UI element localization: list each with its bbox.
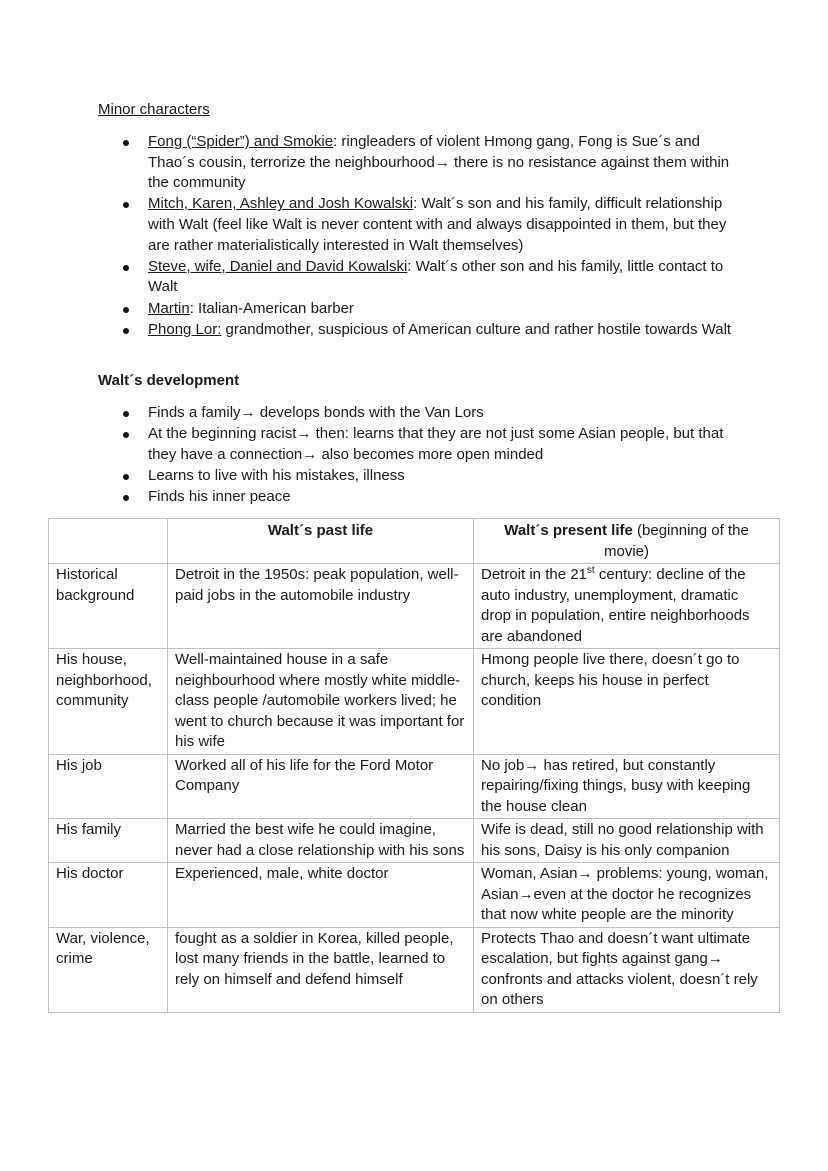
development-list <box>148 403 738 508</box>
character-name: Fong (“Spider”) and Smokie <box>148 133 334 150</box>
list-item: Mitch, Karen, Ashley and Josh Kowalski: Walt´s son and his family, difficult relationship with Walt (feel like Walt is never content with and always disappointed in them, but they are rather materialistically interested in Walt themselves) <box>148 194 738 256</box>
minor-characters-list <box>148 132 738 341</box>
list-item: Phong Lor: grandmother, suspicious of American culture and rather hostile towards Walt <box>148 320 738 341</box>
list-item: Learns to live with his mistakes, illness <box>148 466 738 487</box>
present-cell: Hmong people live there, doesn´t go to church, keeps his house in perfect condition <box>474 649 780 755</box>
list-item: Finds a family→ develops bonds with the Van Lors <box>148 403 738 424</box>
table-row <box>49 863 780 928</box>
row-label: His family <box>49 819 168 863</box>
arrow-icon: → <box>434 153 450 171</box>
list-item: Steve, wife, Daniel and David Kowalski: Walt´s other son and his family, little contact to Walt <box>148 257 738 298</box>
bullet-icon <box>123 328 129 334</box>
bullet-icon <box>123 140 129 146</box>
present-cell: No job→ has retired, but constantly repairing/fixing things, busy with keeping the house clean <box>474 754 780 819</box>
character-name: Phong Lor: <box>148 320 222 338</box>
row-label: His doctor <box>49 863 168 928</box>
past-cell: Detroit in the 1950s: peak population, well-paid jobs in the automobile industry <box>168 564 474 649</box>
bullet-icon <box>123 202 129 208</box>
past-cell: Well-maintained house in a safe neighbourhood where mostly white middle-class people /automobile workers lived; he went to church because it was important for his wife <box>168 649 474 755</box>
bullet-icon <box>123 411 129 417</box>
character-name: Steve, wife, Daniel and David Kowalski <box>148 257 408 275</box>
arrow-icon: → <box>296 425 312 443</box>
character-name: Mitch, Karen, Ashley and Josh Kowalski <box>148 195 414 213</box>
arrow-icon: → <box>707 950 723 967</box>
present-cell: Woman, Asian→ problems: young, woman, Asian→even at the doctor he recognizes that now white people are the minority <box>474 863 780 928</box>
past-cell: Married the best wife he could imagine, never had a close relationship with his sons <box>168 819 474 863</box>
present-cell: Protects Thao and doesn´t want ultimate escalation, but fights against gang→ confronts and attacks violent, doesn´t rely on others <box>474 927 780 1012</box>
development-heading: Walt´s development <box>98 372 240 389</box>
bullet-icon <box>123 307 129 313</box>
table-row <box>49 819 780 863</box>
arrow-icon: → <box>302 445 318 463</box>
bullet-icon <box>123 474 129 480</box>
past-cell: Experienced, male, white doctor <box>168 863 474 928</box>
bullet-icon <box>123 432 129 438</box>
list-item: At the beginning racist→ then: learns that they are not just some Asian people, but that they have a connection→ also becomes more open minded <box>148 424 738 465</box>
table-row <box>49 754 780 819</box>
bullet-icon <box>123 495 129 501</box>
row-label: War, violence, crime <box>49 927 168 1012</box>
present-cell: Wife is dead, still no good relationship with his sons, Daisy is his only companion <box>474 819 780 863</box>
table-row <box>49 564 780 649</box>
past-cell: fought as a soldier in Korea, killed people, lost many friends in the battle, learned to rely on himself and defend himself <box>168 927 474 1012</box>
table-row <box>49 927 780 1012</box>
arrow-icon: → <box>524 756 540 774</box>
table-header-past: Walt´s past life <box>168 519 474 564</box>
bullet-icon <box>123 265 129 271</box>
arrow-icon: → <box>518 885 534 903</box>
table-header-row <box>49 519 780 564</box>
table-row <box>49 649 780 755</box>
table-header-empty <box>49 519 168 564</box>
row-label: Historical background <box>49 564 168 649</box>
list-item: Fong (“Spider”) and Smokie: ringleaders of violent Hmong gang, Fong is Sue´s and Thao´s cousin, terrorize the neighbourhood→ there is no resistance against them within the community <box>148 132 738 194</box>
row-label: His job <box>49 754 168 819</box>
row-label: His house, neighborhood, community <box>49 649 168 755</box>
comparison-table <box>48 518 780 1013</box>
arrow-icon: → <box>577 865 593 882</box>
past-cell: Worked all of his life for the Ford Motor Company <box>168 754 474 819</box>
list-item: Finds his inner peace <box>148 487 738 508</box>
arrow-icon: → <box>240 404 256 421</box>
list-item: Martin: Italian-American barber <box>148 299 738 320</box>
table-header-present: Walt´s present life (beginning of the movie) <box>474 519 780 564</box>
minor-characters-heading: Minor characters <box>98 101 210 118</box>
present-cell: Detroit in the 21st century: decline of the auto industry, unemployment, dramatic drop in population, entire neighborhoods are abandoned <box>474 564 780 649</box>
character-name: Martin <box>148 299 190 317</box>
